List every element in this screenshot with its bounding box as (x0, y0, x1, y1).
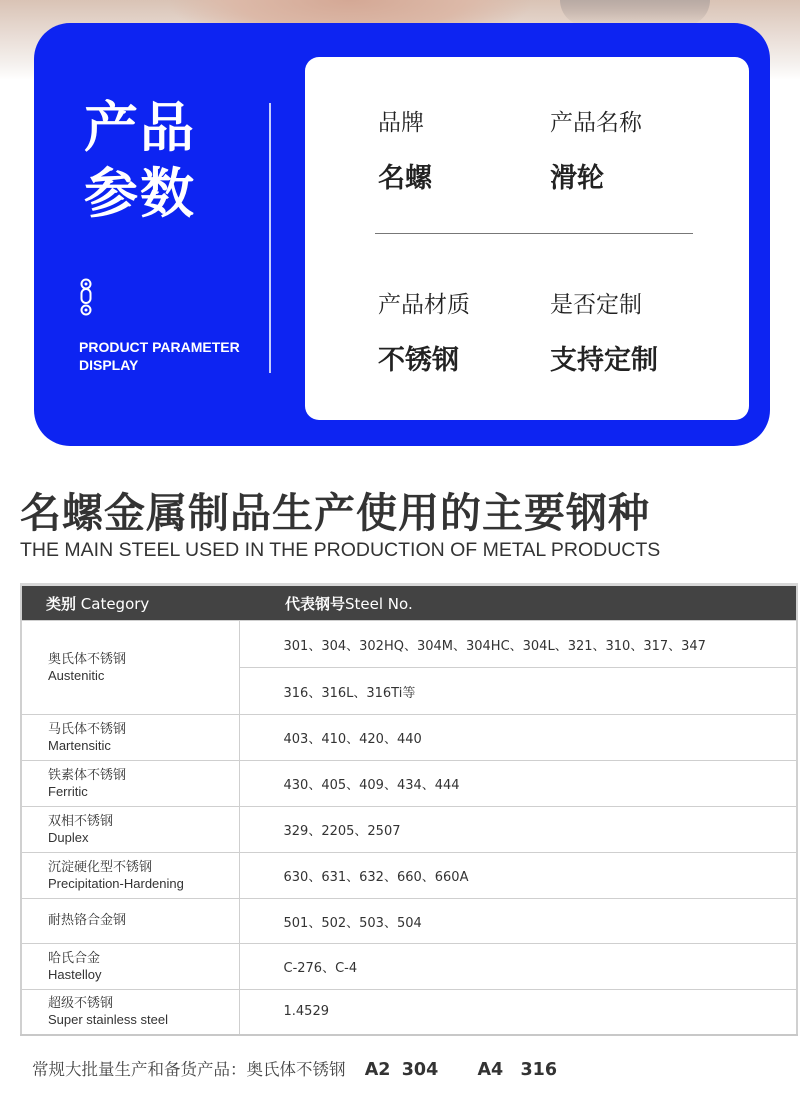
material-value: 不锈钢 (378, 345, 459, 376)
category-cell: 铁素体不锈钢 Ferritic (21, 761, 239, 807)
table-row (21, 621, 797, 668)
customizable-value: 支持定制 (550, 345, 658, 376)
table-row (21, 990, 797, 1035)
steel-no-cell: 1.4529 (239, 990, 797, 1035)
card-title: 产品 参数 (84, 96, 196, 225)
category-cell: 哈氏合金 Hastelloy (21, 944, 239, 990)
steel-grade-table (20, 583, 798, 1036)
product-name-label: 产品名称 (550, 110, 642, 136)
table-row (21, 944, 797, 990)
table-row (21, 761, 797, 807)
steel-no-cell: 301、304、302HQ、304M、304HC、304L、321、310、317、347 (239, 621, 797, 668)
steel-no-header: 代表钢号Steel No. (239, 585, 797, 621)
category-cell: 双相不锈钢 Duplex (21, 807, 239, 853)
section-title: 名螺金属制品生产使用的主要钢种 (20, 489, 650, 537)
table-header-row (21, 585, 797, 621)
material-label: 产品材质 (378, 292, 470, 318)
category-cell: 耐热铬合金钢 (21, 899, 239, 944)
footer-note: 常规大批量生产和备货产品：奥氏体不锈钢 A2 304 A4 316 (32, 1060, 558, 1080)
steel-no-cell: 430、405、409、434、444 (239, 761, 797, 807)
horizontal-divider (375, 233, 693, 234)
steel-no-cell: C-276、C-4 (239, 944, 797, 990)
category-cell: 奥氏体不锈钢 Austenitic (21, 621, 239, 715)
chain-link-icon (79, 278, 93, 318)
parameter-panel (305, 57, 749, 420)
product-parameter-card (34, 23, 770, 446)
steel-no-cell: 630、631、632、660、660A (239, 853, 797, 899)
section-subtitle: THE MAIN STEEL USED IN THE PRODUCTION OF METAL PRODUCTS (20, 539, 661, 561)
card-subtitle: PRODUCT PARAMETER DISPLAY (79, 339, 240, 373)
category-cell: 马氏体不锈钢 Martensitic (21, 715, 239, 761)
product-name-value: 滑轮 (550, 163, 604, 194)
table-row (21, 899, 797, 944)
steel-no-cell: 329、2205、2507 (239, 807, 797, 853)
brand-value: 名螺 (378, 163, 432, 194)
table-row (21, 715, 797, 761)
customizable-label: 是否定制 (550, 292, 642, 318)
steel-no-cell: 501、502、503、504 (239, 899, 797, 944)
category-header: 类别 Category (21, 585, 239, 621)
vertical-divider (269, 103, 271, 373)
steel-no-cell: 403、410、420、440 (239, 715, 797, 761)
table-row (21, 853, 797, 899)
steel-no-cell: 316、316L、316Ti等 (239, 668, 797, 715)
category-cell: 沉淀硬化型不锈钢 Precipitation-Hardening (21, 853, 239, 899)
table-row (21, 807, 797, 853)
category-cell: 超级不锈钢 Super stainless steel (21, 990, 239, 1035)
brand-label: 品牌 (378, 110, 424, 136)
